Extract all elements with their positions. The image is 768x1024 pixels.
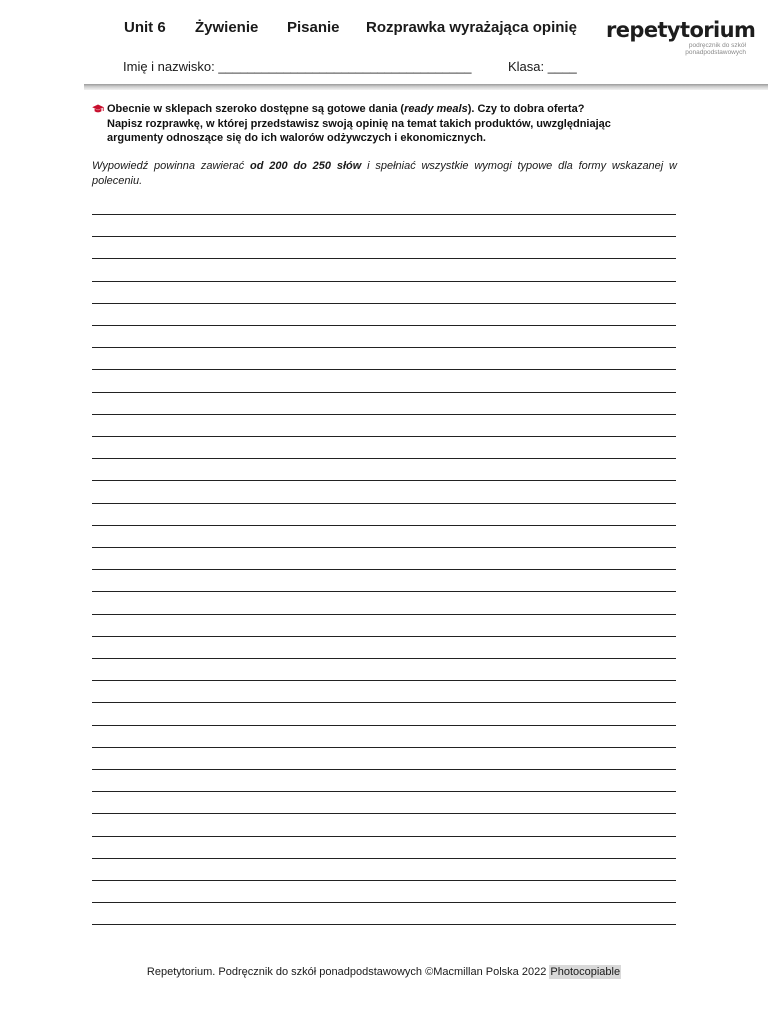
writing-line[interactable] [92, 658, 676, 659]
repetytorium-logo [606, 18, 756, 56]
logo-subtitle-1: podręcznik do szkół [688, 42, 746, 49]
writing-line[interactable] [92, 303, 676, 304]
writing-line[interactable] [92, 414, 676, 415]
writing-line[interactable] [92, 725, 676, 726]
writing-line[interactable] [92, 480, 676, 481]
writing-line[interactable] [92, 591, 676, 592]
writing-line[interactable] [92, 214, 676, 215]
writing-line[interactable] [92, 503, 676, 504]
writing-line[interactable] [92, 924, 676, 925]
writing-line[interactable] [92, 791, 676, 792]
writing-line[interactable] [92, 258, 676, 259]
writing-line[interactable] [92, 680, 676, 681]
writing-line[interactable] [92, 281, 676, 282]
footer-copyright: Repetytorium. Podręcznik do szkół ponadpodstawowych ©Macmillan Polska 2022 [146, 966, 550, 978]
graduation-cap-icon [92, 104, 104, 114]
word-range: od 200 do 250 słów [250, 160, 362, 172]
task-prompt [92, 102, 682, 146]
writing-line[interactable] [92, 769, 676, 770]
writing-line[interactable] [92, 880, 676, 881]
unit-label: Unit 6 [124, 19, 166, 36]
writing-line[interactable] [92, 236, 676, 237]
student-name-row [123, 59, 471, 74]
writing-line[interactable] [92, 436, 676, 437]
writing-line[interactable] [92, 369, 676, 370]
photocopiable-label: Photocopiable [550, 966, 621, 978]
class-label: Klasa: [508, 59, 545, 74]
writing-line[interactable] [92, 569, 676, 570]
writing-line[interactable] [92, 858, 676, 859]
skill-label: Pisanie [287, 19, 340, 36]
task-line-1: Obecnie w sklepach szeroko dostępne są gotowe dania (ready meals). Czy to dobra oferta? [107, 103, 585, 115]
writing-line[interactable] [92, 747, 676, 748]
task-type-label: Rozprawka wyrażająca opinię [366, 19, 577, 36]
logo-word: repetytorium [606, 18, 756, 42]
word-count-instruction: Wypowiedź powinna zawierać od 200 do 250 słów i spełniać wszystkie wymogi typowe dla formy wskazanej w poleceniu. [92, 160, 677, 187]
writing-line[interactable] [92, 636, 676, 637]
writing-line[interactable] [92, 347, 676, 348]
writing-line[interactable] [92, 813, 676, 814]
name-blank[interactable]: ___________________________________ [218, 59, 472, 74]
logo-subtitle-2: ponadpodstawowych [685, 49, 746, 56]
class-blank[interactable]: ____ [547, 59, 577, 74]
writing-line[interactable] [92, 614, 676, 615]
student-class-row [508, 59, 577, 74]
writing-line[interactable] [92, 525, 676, 526]
writing-line[interactable] [92, 325, 676, 326]
footer [0, 966, 768, 978]
writing-line[interactable] [92, 392, 676, 393]
writing-line[interactable] [92, 836, 676, 837]
ready-meals-term: ready meals [404, 103, 468, 115]
writing-line[interactable] [92, 547, 676, 548]
task-line-3: argumenty odnoszące się do ich walorów odżywczych i ekonomicznych. [107, 132, 486, 144]
writing-line[interactable] [92, 702, 676, 703]
task-line-2: Napisz rozprawkę, w której przedstawisz swoją opinię na temat takich produktów, uwzględniając [107, 117, 611, 130]
writing-line[interactable] [92, 458, 676, 459]
topic-label: Żywienie [195, 19, 259, 36]
name-label: Imię i nazwisko: [123, 59, 215, 74]
writing-line[interactable] [92, 902, 676, 903]
header-divider [84, 84, 768, 90]
